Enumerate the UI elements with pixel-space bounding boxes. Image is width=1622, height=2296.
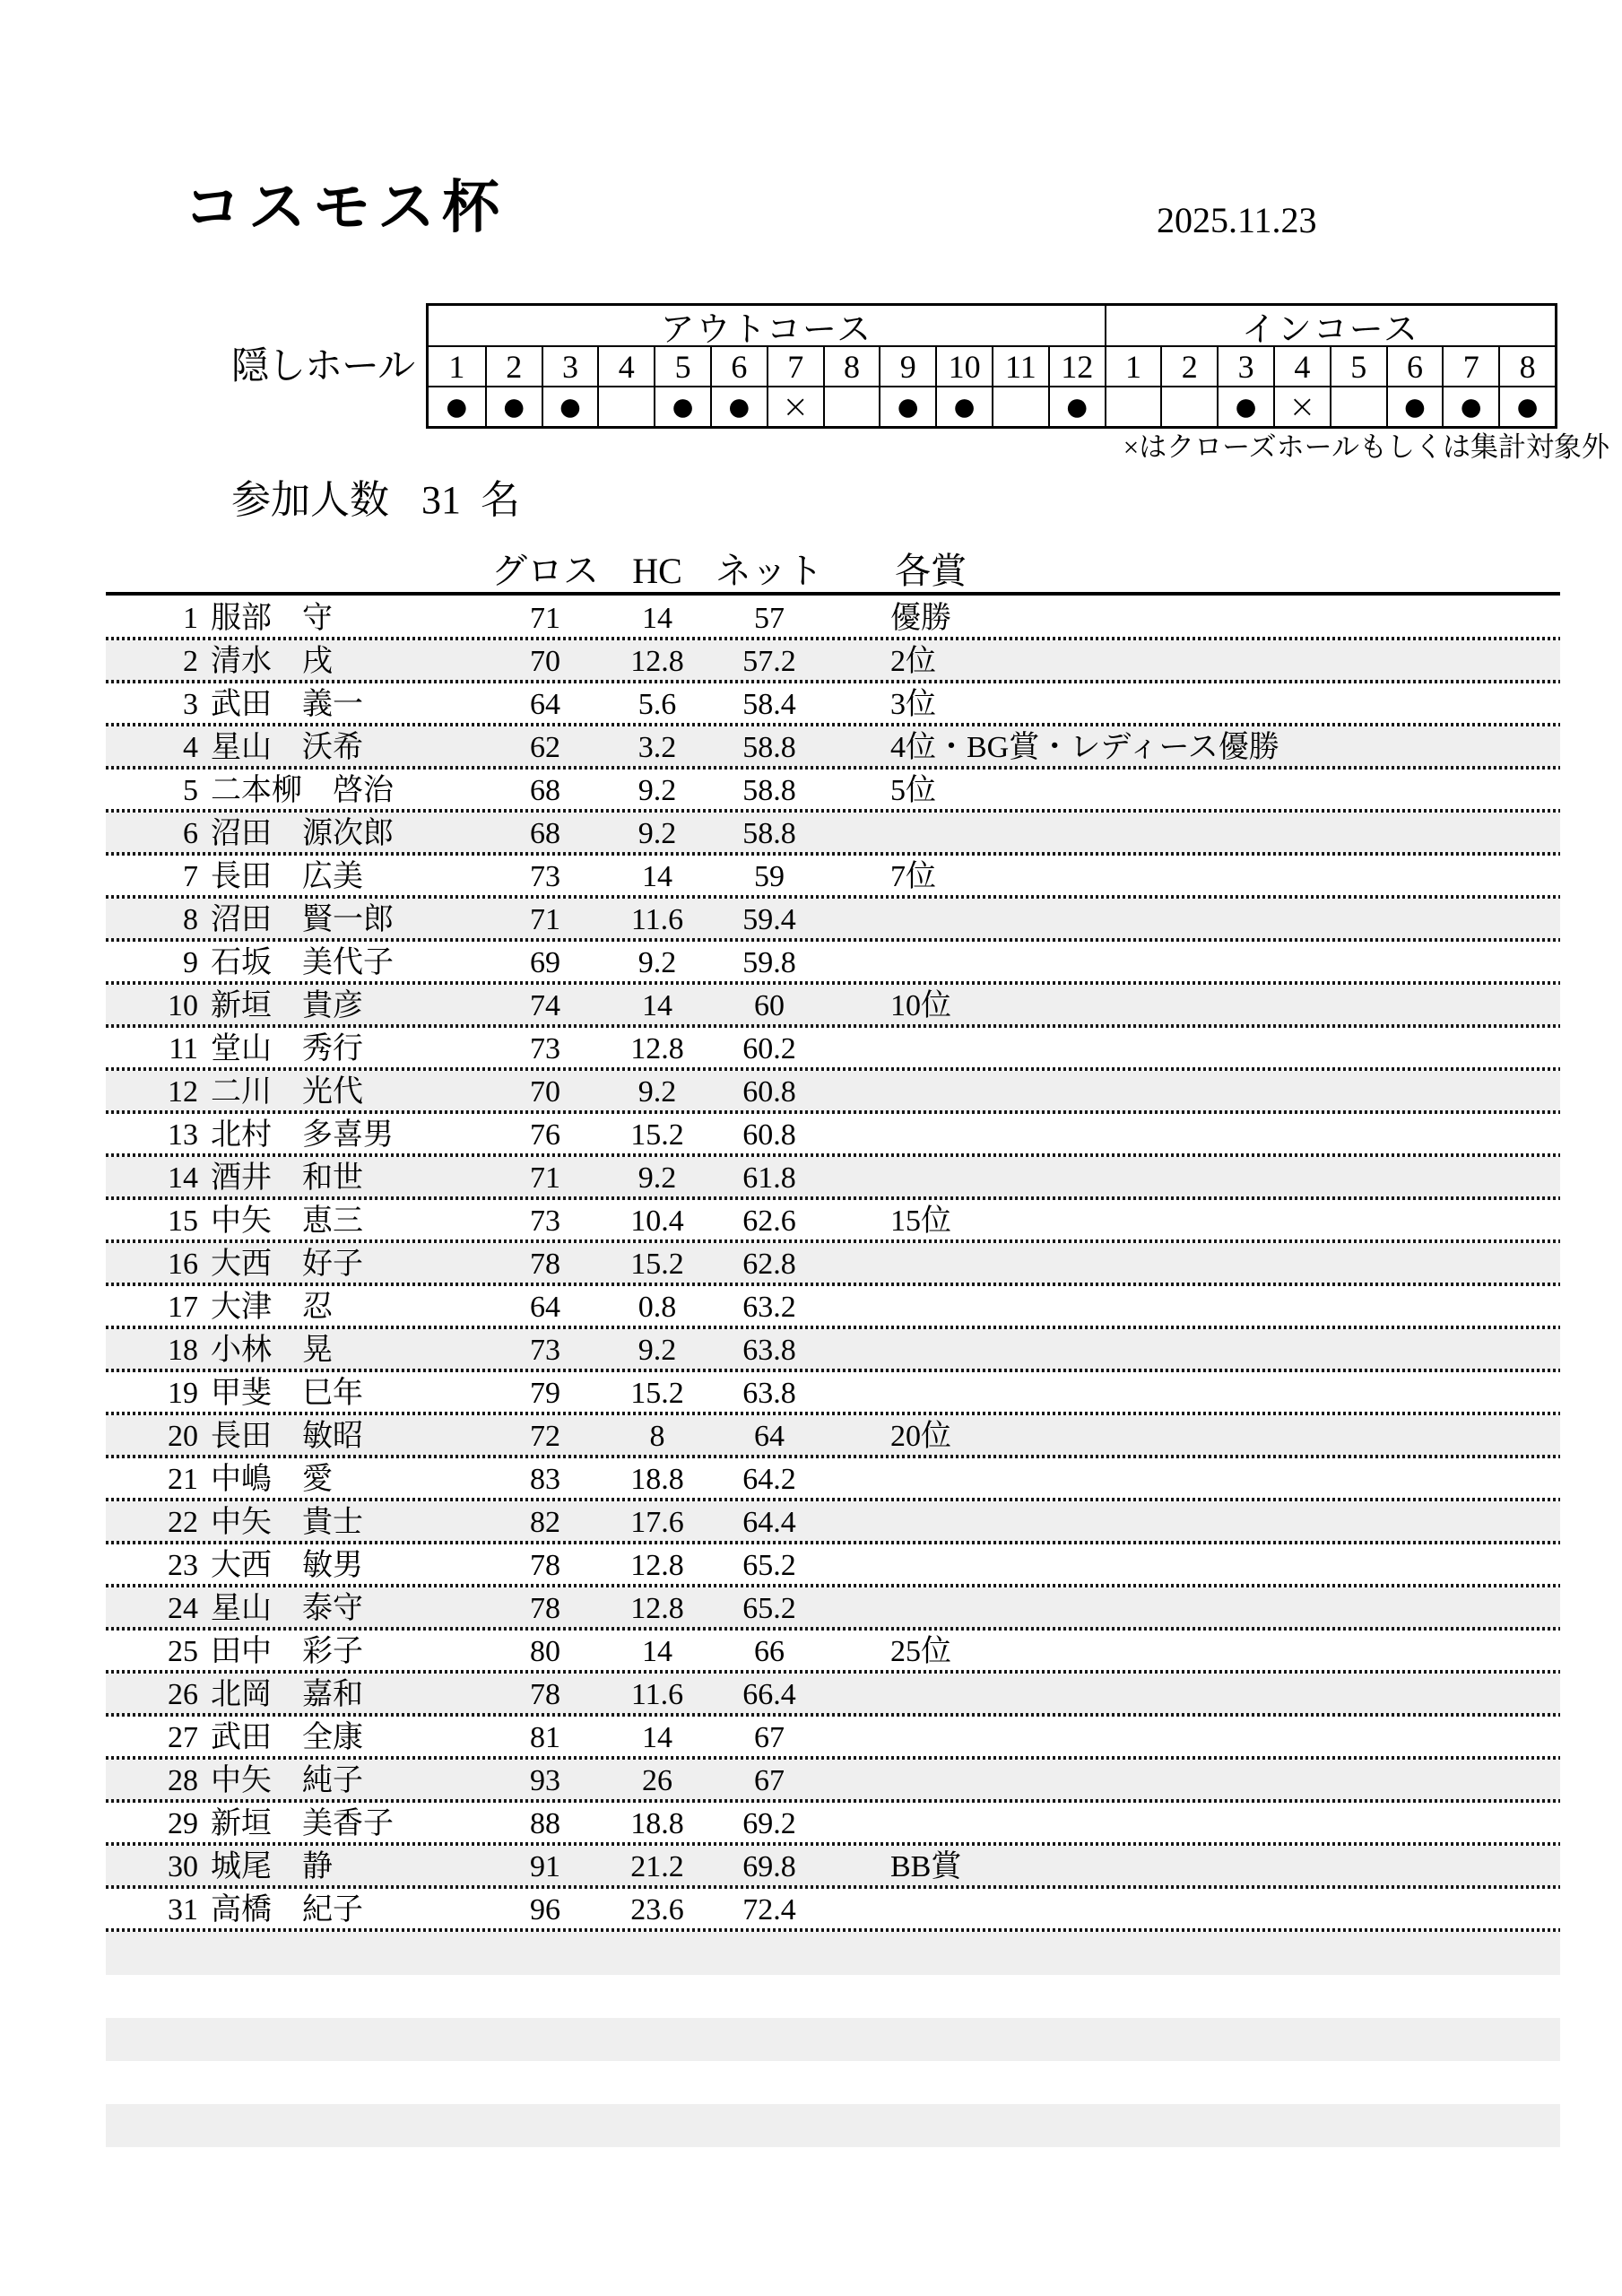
name-cell: 星山 泰守: [211, 1592, 363, 1625]
rank-cell: 8: [183, 903, 198, 936]
gross-cell: 80: [530, 1635, 560, 1668]
rank-cell: 22: [168, 1506, 198, 1539]
table-row: [106, 1200, 1560, 1243]
in-hole-mark: ●: [1217, 386, 1273, 426]
hc-cell: 11.6: [630, 1678, 684, 1711]
out-hole-mark: ●: [429, 386, 485, 426]
prize-cell: [841, 1372, 1560, 1415]
name-cell: 武田 義一: [211, 688, 363, 721]
rank-cell: 7: [183, 860, 198, 893]
rank-cell: 26: [168, 1678, 198, 1711]
results-table: [106, 597, 1560, 2147]
prize-cell: [841, 1803, 1560, 1846]
hc-cell: 26: [642, 1764, 672, 1797]
event-date: 2025.11.23: [1157, 200, 1317, 240]
rank-cell: 28: [168, 1764, 198, 1797]
gross-cell: 73: [530, 860, 560, 893]
out-hole-number: 11: [992, 345, 1048, 386]
gross-cell: 96: [530, 1893, 560, 1926]
out-hole-mark: ●: [1048, 386, 1105, 426]
prize-cell: [841, 1329, 1560, 1372]
gross-cell: 78: [530, 1678, 560, 1711]
name-cell: 沼田 源次郎: [211, 817, 394, 850]
table-row: [106, 1544, 1560, 1587]
net-cell: 58.8: [742, 774, 796, 807]
gross-cell: 79: [530, 1377, 560, 1410]
hidden-holes-label: 隠しホール: [231, 346, 415, 387]
net-cell: 58.8: [742, 817, 796, 850]
rank-cell: 9: [183, 946, 198, 979]
gross-cell: 68: [530, 817, 560, 850]
col-header-prize: 各賞: [895, 551, 967, 591]
out-hole-mark: ●: [935, 386, 992, 426]
hc-cell: 12.8: [630, 645, 684, 678]
hc-cell: 18.8: [630, 1807, 684, 1840]
table-row: [106, 1114, 1560, 1157]
in-hole-number: 7: [1442, 345, 1498, 386]
net-cell: 60: [754, 989, 785, 1022]
name-cell: 沼田 賢一郎: [211, 903, 394, 936]
prize-cell: [841, 1114, 1560, 1157]
hc-cell: 3.2: [638, 731, 677, 764]
prize-cell: [841, 1071, 1560, 1114]
col-header-hc: HC: [632, 551, 682, 591]
rank-cell: 27: [168, 1721, 198, 1754]
gross-cell: 76: [530, 1118, 560, 1152]
rank-cell: 5: [183, 774, 198, 807]
hc-cell: 9.2: [638, 1075, 677, 1109]
hc-cell: 21.2: [630, 1850, 684, 1883]
in-hole-number: 8: [1498, 345, 1555, 386]
table-row: [106, 1889, 1560, 1932]
in-hole-number: 4: [1273, 345, 1330, 386]
net-cell: 64.4: [742, 1506, 796, 1539]
prize-cell: [841, 1760, 1560, 1803]
prize-cell: 25位: [890, 1635, 951, 1668]
table-row: [106, 1846, 1560, 1889]
in-hole-mark: [1105, 386, 1161, 426]
hc-cell: 12.8: [630, 1549, 684, 1582]
empty-row: [106, 1932, 1560, 1975]
gross-cell: 81: [530, 1721, 560, 1754]
prize-cell: 15位: [890, 1205, 951, 1238]
name-cell: 中矢 貴士: [211, 1506, 363, 1539]
hc-cell: 14: [642, 602, 672, 635]
net-cell: 63.8: [742, 1377, 796, 1410]
hc-cell: 12.8: [630, 1032, 684, 1065]
table-row: [106, 1458, 1560, 1501]
name-cell: 武田 全康: [211, 1721, 363, 1754]
out-hole-number: 10: [935, 345, 992, 386]
hc-cell: 10.4: [630, 1205, 684, 1238]
in-hole-number: 3: [1217, 345, 1273, 386]
hc-cell: 23.6: [630, 1893, 684, 1926]
rank-cell: 19: [168, 1377, 198, 1410]
prize-cell: [841, 1157, 1560, 1200]
rank-cell: 21: [168, 1463, 198, 1496]
name-cell: 二本柳 啓治: [211, 774, 394, 807]
rank-cell: 1: [183, 602, 198, 635]
prize-cell: 5位: [890, 774, 936, 807]
name-cell: 二川 光代: [211, 1075, 363, 1109]
name-cell: 新垣 美香子: [211, 1807, 394, 1840]
name-cell: 中矢 純子: [211, 1764, 363, 1797]
table-row: [106, 683, 1560, 726]
gross-cell: 73: [530, 1334, 560, 1367]
hc-cell: 14: [642, 860, 672, 893]
prize-cell: [841, 1889, 1560, 1932]
rank-cell: 6: [183, 817, 198, 850]
in-hole-number: 5: [1330, 345, 1386, 386]
name-cell: 服部 守: [211, 602, 333, 635]
hc-cell: 5.6: [638, 688, 677, 721]
hc-cell: 14: [642, 1635, 672, 1668]
table-row: [106, 1329, 1560, 1372]
table-row: [106, 640, 1560, 683]
net-cell: 57.2: [742, 645, 796, 678]
out-hole-number: 9: [879, 345, 935, 386]
net-cell: 67: [754, 1764, 785, 1797]
table-row: [106, 856, 1560, 899]
table-row: [106, 1243, 1560, 1286]
net-cell: 62.8: [742, 1248, 796, 1281]
gross-cell: 70: [530, 1075, 560, 1109]
rank-cell: 30: [168, 1850, 198, 1883]
empty-row: [106, 2018, 1560, 2061]
out-hole-number: 4: [597, 345, 654, 386]
table-row: [106, 1587, 1560, 1631]
name-cell: 大西 好子: [211, 1248, 363, 1281]
gross-cell: 73: [530, 1205, 560, 1238]
in-hole-mark: ●: [1386, 386, 1443, 426]
name-cell: 堂山 秀行: [211, 1032, 363, 1065]
participants-unit: 名: [481, 478, 520, 522]
hc-cell: 18.8: [630, 1463, 684, 1496]
table-row: [106, 1028, 1560, 1071]
hc-cell: 9.2: [638, 946, 677, 979]
hc-cell: 14: [642, 1721, 672, 1754]
results-header: [106, 551, 1560, 592]
net-cell: 65.2: [742, 1549, 796, 1582]
name-cell: 北村 多喜男: [211, 1118, 394, 1152]
in-hole-mark: ×: [1273, 386, 1330, 426]
gross-cell: 71: [530, 602, 560, 635]
rank-cell: 4: [183, 731, 198, 764]
empty-row: [106, 2104, 1560, 2147]
out-hole-number: 1: [429, 345, 485, 386]
table-row: [106, 985, 1560, 1028]
hc-cell: 17.6: [630, 1506, 684, 1539]
net-cell: 67: [754, 1721, 785, 1754]
table-row: [106, 1157, 1560, 1200]
gross-cell: 93: [530, 1764, 560, 1797]
net-cell: 59: [754, 860, 785, 893]
name-cell: 北岡 嘉和: [211, 1678, 363, 1711]
net-cell: 61.8: [742, 1161, 796, 1195]
hc-cell: 9.2: [638, 817, 677, 850]
table-row: [106, 1760, 1560, 1803]
name-cell: 星山 沃希: [211, 731, 363, 764]
in-hole-mark: ●: [1498, 386, 1555, 426]
out-hole-mark: ●: [879, 386, 935, 426]
net-cell: 69.2: [742, 1807, 796, 1840]
rank-cell: 18: [168, 1334, 198, 1367]
out-hole-mark: ×: [767, 386, 823, 426]
net-cell: 63.8: [742, 1334, 796, 1367]
rank-cell: 14: [168, 1161, 198, 1195]
out-hole-mark: [597, 386, 654, 426]
hc-cell: 12.8: [630, 1592, 684, 1625]
closed-hole-note: ×はクローズホールもしくは集計対象外: [1123, 431, 1609, 463]
prize-cell: 2位: [890, 645, 936, 678]
prize-cell: 3位: [890, 688, 936, 721]
participants-line: [231, 478, 520, 522]
in-course-header: インコース: [1105, 306, 1555, 345]
hc-cell: 15.2: [630, 1377, 684, 1410]
net-cell: 69.8: [742, 1850, 796, 1883]
name-cell: 大津 忍: [211, 1291, 333, 1324]
rank-cell: 20: [168, 1420, 198, 1453]
page-title: コスモス杯: [184, 176, 507, 239]
hc-cell: 9.2: [638, 774, 677, 807]
table-row: [106, 597, 1560, 640]
hidden-holes-table: [426, 303, 1557, 429]
prize-cell: [841, 813, 1560, 856]
prize-cell: [841, 899, 1560, 942]
gross-cell: 78: [530, 1549, 560, 1582]
name-cell: 小林 晃: [211, 1334, 333, 1367]
table-row: [106, 1501, 1560, 1544]
table-row: [106, 1071, 1560, 1114]
gross-cell: 91: [530, 1850, 560, 1883]
name-cell: 城尾 静: [211, 1850, 333, 1883]
gross-cell: 74: [530, 989, 560, 1022]
out-hole-mark: [992, 386, 1048, 426]
out-hole-mark: ●: [542, 386, 598, 426]
out-hole-number: 12: [1048, 345, 1105, 386]
header-spacer-rank: [106, 551, 209, 592]
net-cell: 64: [754, 1420, 785, 1453]
in-hole-mark: ●: [1442, 386, 1498, 426]
net-cell: 62.6: [742, 1205, 796, 1238]
gross-cell: 68: [530, 774, 560, 807]
name-cell: 甲斐 巳年: [211, 1377, 363, 1410]
table-row: [106, 726, 1560, 770]
net-cell: 60.2: [742, 1032, 796, 1065]
prize-cell: [841, 1458, 1560, 1501]
rank-cell: 17: [168, 1291, 198, 1324]
net-cell: 64.2: [742, 1463, 796, 1496]
out-hole-mark: ●: [485, 386, 542, 426]
gross-cell: 72: [530, 1420, 560, 1453]
table-row: [106, 1674, 1560, 1717]
header-rule: [106, 592, 1560, 596]
in-hole-number: 2: [1160, 345, 1217, 386]
out-hole-number: 5: [654, 345, 710, 386]
net-cell: 57: [754, 602, 785, 635]
hc-cell: 8: [649, 1420, 665, 1453]
rank-cell: 3: [183, 688, 198, 721]
hc-cell: 15.2: [630, 1118, 684, 1152]
net-cell: 60.8: [742, 1075, 796, 1109]
table-row: [106, 770, 1560, 813]
rank-cell: 10: [168, 989, 198, 1022]
rank-cell: 23: [168, 1549, 198, 1582]
gross-cell: 82: [530, 1506, 560, 1539]
gross-cell: 64: [530, 1291, 560, 1324]
name-cell: 大西 敏男: [211, 1549, 363, 1582]
rank-cell: 31: [168, 1893, 198, 1926]
table-row: [106, 813, 1560, 856]
rank-cell: 15: [168, 1205, 198, 1238]
net-cell: 65.2: [742, 1592, 796, 1625]
name-cell: 清水 戌: [211, 645, 333, 678]
empty-row: [106, 2061, 1560, 2104]
table-row: [106, 1286, 1560, 1329]
name-cell: 酒井 和世: [211, 1161, 363, 1195]
gross-cell: 64: [530, 688, 560, 721]
name-cell: 新垣 貴彦: [211, 989, 363, 1022]
out-hole-mark: ●: [710, 386, 767, 426]
out-hole-number: 3: [542, 345, 598, 386]
prize-cell: [841, 942, 1560, 985]
prize-cell: 優勝: [890, 602, 951, 635]
gross-cell: 73: [530, 1032, 560, 1065]
prize-cell: [841, 1587, 1560, 1631]
net-cell: 63.2: [742, 1291, 796, 1324]
participants-label: 参加人数: [231, 478, 389, 522]
rank-cell: 2: [183, 645, 198, 678]
net-cell: 72.4: [742, 1893, 796, 1926]
prize-cell: [841, 1028, 1560, 1071]
name-cell: 田中 彩子: [211, 1635, 363, 1668]
table-row: [106, 1803, 1560, 1846]
name-cell: 石坂 美代子: [211, 946, 394, 979]
in-hole-mark: [1330, 386, 1386, 426]
net-cell: 59.4: [742, 903, 796, 936]
net-cell: 60.8: [742, 1118, 796, 1152]
prize-cell: [841, 1501, 1560, 1544]
net-cell: 66: [754, 1635, 785, 1668]
rank-cell: 16: [168, 1248, 198, 1281]
table-row: [106, 1717, 1560, 1760]
gross-cell: 70: [530, 645, 560, 678]
gross-cell: 62: [530, 731, 560, 764]
name-cell: 中矢 恵三: [211, 1205, 363, 1238]
name-cell: 長田 敏昭: [211, 1420, 363, 1453]
gross-cell: 71: [530, 1161, 560, 1195]
prize-cell: [841, 1674, 1560, 1717]
hc-cell: 14: [642, 989, 672, 1022]
gross-cell: 69: [530, 946, 560, 979]
prize-cell: 7位: [890, 860, 936, 893]
col-header-net: ネット: [716, 551, 823, 591]
empty-row: [106, 1975, 1560, 2018]
prize-cell: [841, 1286, 1560, 1329]
rank-cell: 25: [168, 1635, 198, 1668]
gross-cell: 71: [530, 903, 560, 936]
rank-cell: 24: [168, 1592, 198, 1625]
hc-cell: 15.2: [630, 1248, 684, 1281]
prize-cell: 4位・BG賞・レディース優勝: [890, 731, 1279, 764]
out-hole-mark: [823, 386, 880, 426]
out-hole-number: 6: [710, 345, 767, 386]
prize-cell: BB賞: [890, 1850, 962, 1883]
hc-cell: 9.2: [638, 1161, 677, 1195]
out-hole-mark: ●: [654, 386, 710, 426]
prize-cell: [841, 1717, 1560, 1760]
hc-cell: 11.6: [630, 903, 684, 936]
prize-cell: 10位: [890, 989, 951, 1022]
rank-cell: 29: [168, 1807, 198, 1840]
rank-cell: 13: [168, 1118, 198, 1152]
out-hole-number: 8: [823, 345, 880, 386]
table-row: [106, 1631, 1560, 1674]
out-course-header: アウトコース: [660, 310, 873, 345]
name-cell: 長田 広美: [211, 860, 363, 893]
col-header-gross: グロス: [491, 551, 599, 591]
in-hole-mark: [1160, 386, 1217, 426]
gross-cell: 83: [530, 1463, 560, 1496]
net-cell: 66.4: [742, 1678, 796, 1711]
table-row: [106, 942, 1560, 985]
gross-cell: 88: [530, 1807, 560, 1840]
prize-cell: [841, 1544, 1560, 1587]
table-row: [106, 1372, 1560, 1415]
prize-cell: 20位: [890, 1420, 951, 1453]
hc-cell: 0.8: [638, 1291, 677, 1324]
gross-cell: 78: [530, 1248, 560, 1281]
rank-cell: 12: [168, 1075, 198, 1109]
net-cell: 59.8: [742, 946, 796, 979]
out-hole-number: 7: [767, 345, 823, 386]
table-row: [106, 899, 1560, 942]
out-hole-number: 2: [485, 345, 542, 386]
prize-cell: [841, 1243, 1560, 1286]
name-cell: 中嶋 愛: [211, 1463, 333, 1496]
hc-cell: 9.2: [638, 1334, 677, 1367]
in-hole-number: 1: [1105, 345, 1161, 386]
in-hole-number: 6: [1386, 345, 1443, 386]
table-row: [106, 1415, 1560, 1458]
net-cell: 58.8: [742, 731, 796, 764]
header-spacer-name: [209, 551, 473, 592]
participants-count: 31: [421, 478, 461, 522]
gross-cell: 78: [530, 1592, 560, 1625]
rank-cell: 11: [169, 1032, 198, 1065]
net-cell: 58.4: [742, 688, 796, 721]
name-cell: 高橋 紀子: [211, 1893, 363, 1926]
